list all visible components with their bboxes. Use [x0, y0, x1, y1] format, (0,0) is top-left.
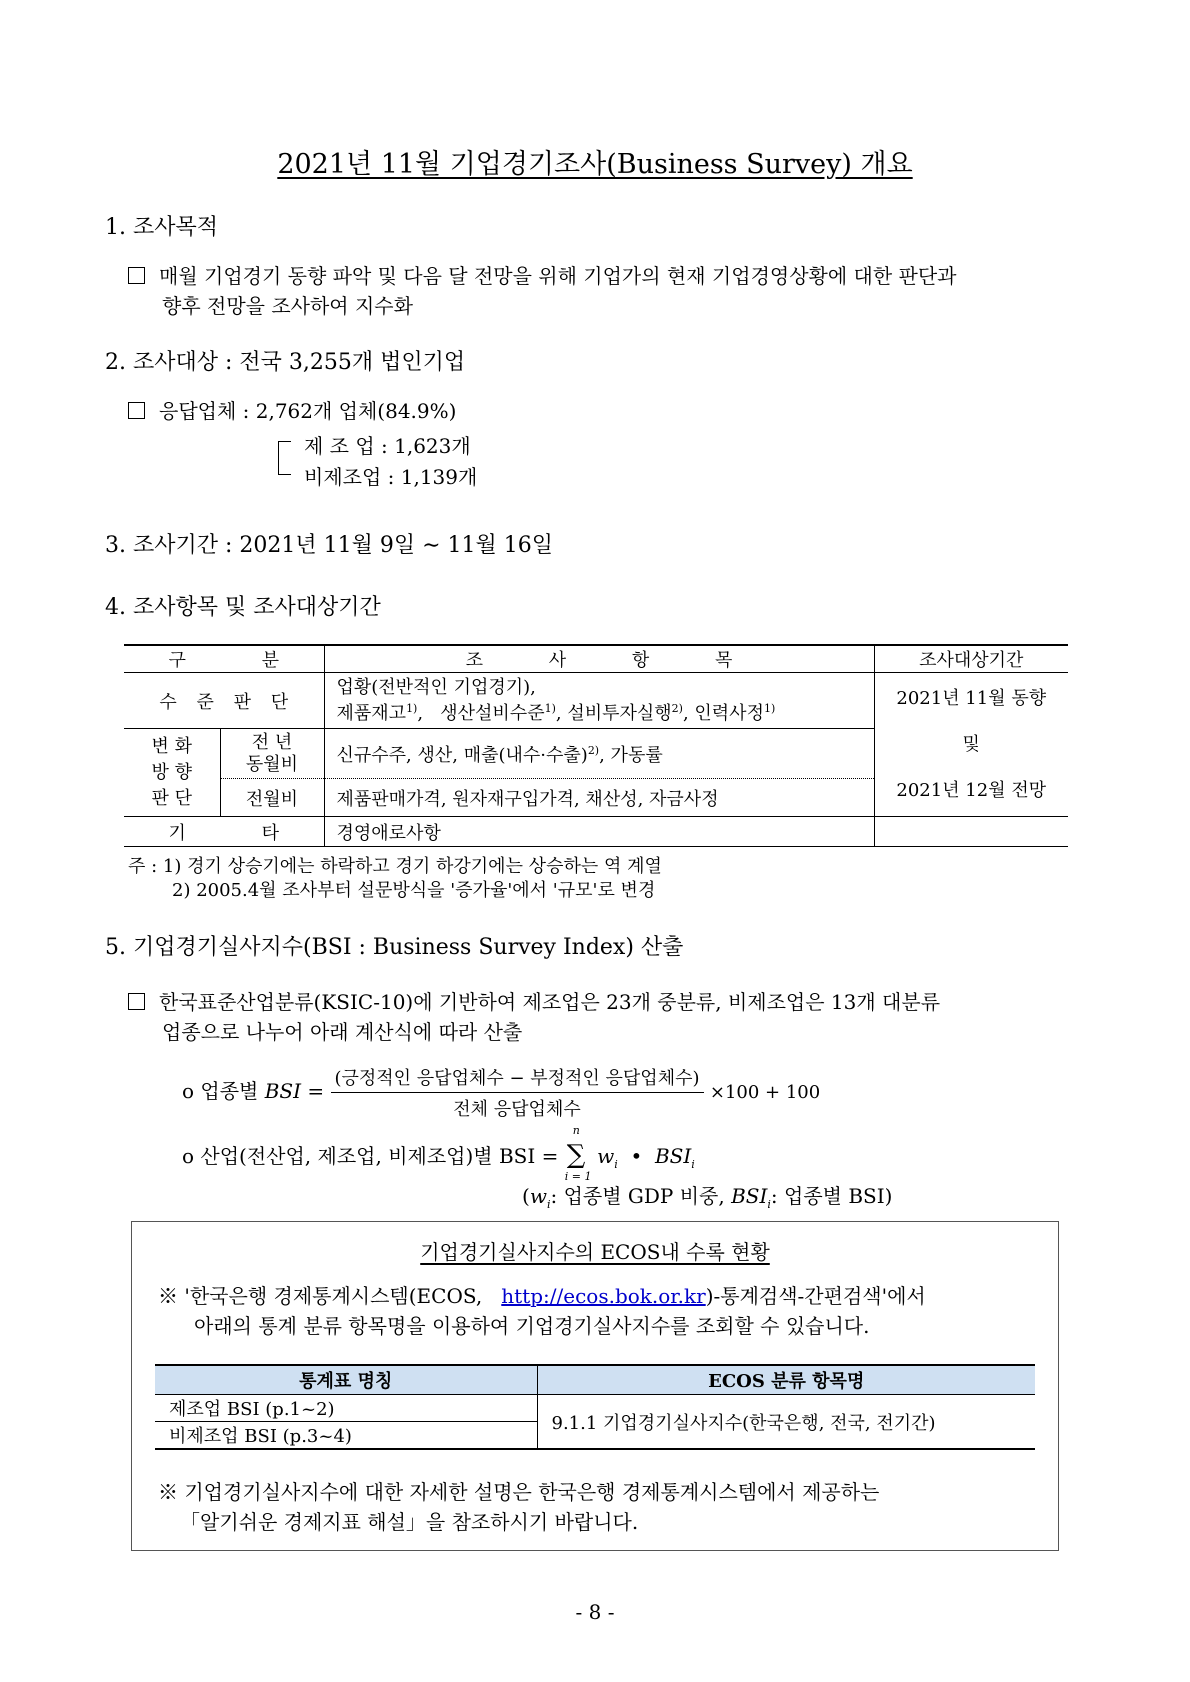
etc-label: 기 타 — [124, 817, 324, 847]
formula1-tail: ×100 + 100 — [709, 1082, 821, 1103]
ecos-row-manufacturing: 제조업 BSI (p.1~2) — [155, 1395, 537, 1422]
section1-line2: 향후 전망을 조사하여 지수화 — [162, 294, 413, 318]
etc-items: 경영애로사항 — [324, 817, 874, 847]
mom-items: 제품판매가격, 원자재구입가격, 채산성, 자금사정 — [324, 779, 874, 817]
manufacturing-count: 제 조 업 : 1,623개 — [304, 434, 471, 458]
formula1-lhs: BSI = — [264, 1079, 325, 1103]
header-gubun: 구 분 — [124, 645, 324, 673]
yoy-label: 전 년 동월비 — [220, 729, 324, 779]
section1-line1: 매월 기업경기 동향 파악 및 다음 달 전망을 위해 기업가의 현재 기업경영상황에 대한 판단과 — [128, 260, 957, 289]
ecos-header-table-name: 통계표 명칭 — [155, 1365, 537, 1395]
section5-line2: 업종으로 나누어 아래 계산식에 따라 산출 — [162, 1020, 523, 1044]
bracket-icon — [278, 441, 291, 475]
level-judgment-items — [324, 673, 874, 729]
ecos-note1-line2: 아래의 통계 분류 항목명을 이용하여 기업경기실사지수를 조회할 수 있습니다. — [194, 1314, 870, 1338]
ecos-header-category: ECOS 분류 항목명 — [537, 1365, 1035, 1395]
level-judgment-label: 수 준 판 단 — [124, 673, 324, 729]
section2-heading: 2. 조사대상 : 전국 3,255개 법인기업 — [105, 350, 466, 375]
nonmanufacturing-count: 비제조업 : 1,139개 — [304, 465, 478, 489]
ecos-note1: ※ '한국은행 경제통계시스템(ECOS, http://ecos.bok.or.kr)-통계검색-간편검색'에서 — [158, 1284, 926, 1308]
survey-period — [874, 673, 1068, 817]
ecos-category-name: 9.1.1 기업경기실사지수(한국은행, 전국, 전기간) — [537, 1395, 1035, 1450]
formula1-fraction: $\frac{\text{(긍정적인 응답업체수 − 부정적인 응답업체수)}}{\text{전체 응답업체수}}$ — [331, 1064, 704, 1121]
header-period: 조사대상기간 — [919, 650, 1024, 671]
page-number: - 8 - — [575, 1600, 615, 1624]
survey-items-table — [124, 644, 1068, 847]
formula1-label: o 업종별 — [182, 1079, 259, 1103]
section5-line1: 한국표준산업분류(KSIC-10)에 기반하여 제조업은 23개 중분류, 비제조업은 13개 대분류 — [128, 986, 940, 1015]
section3-heading: 3. 조사기간 : 2021년 11월 9일 ∼ 11월 16일 — [105, 533, 554, 558]
checkbox-square-icon — [128, 993, 145, 1010]
sum-symbol: n ∑ i = 1 — [564, 1123, 592, 1183]
ecos-note2-line1: ※ 기업경기실사지수에 대한 자세한 설명은 한국은행 경제통계시스템에서 제공하는 — [158, 1480, 880, 1504]
period-line3: 2021년 12월 전망 — [896, 779, 1047, 801]
respondents: 응답업체 : 2,762개 업체(84.9%) — [128, 395, 456, 424]
formula2-label: o 산업(전산업, 제조업, 비제조업)별 BSI = — [182, 1144, 559, 1168]
checkbox-square-icon — [128, 402, 145, 419]
header-item: 조 사 항 목 — [324, 645, 874, 673]
mom-label: 전월비 — [220, 779, 324, 817]
ecos-row-nonmanufacturing: 비제조업 BSI (p.3~4) — [155, 1422, 537, 1450]
section5-heading: 5. 기업경기실사지수(BSI : Business Survey Index) 산출 — [105, 935, 684, 960]
formula-industry-bsi — [182, 1064, 820, 1121]
formula-legend: ($w_i$: 업종별 GDP 비중, $BSI_i$: 업종별 BSI) — [522, 1184, 893, 1211]
period-line2: 및 — [962, 733, 980, 755]
change-direction-label: 변 화 방 향 판 단 — [124, 729, 220, 817]
checkbox-square-icon — [128, 267, 145, 284]
formula-aggregate-bsi: o 산업(전산업, 제조업, 비제조업)별 BSI = n ∑ i = 1 $w_i$ • $BSI_i$ — [182, 1123, 695, 1183]
ecos-title: 기업경기실사지수의 ECOS내 수록 현황 — [420, 1240, 770, 1264]
page-title: 2021년 11월 기업경기조사(Business Survey) 개요 — [277, 149, 913, 180]
ecos-link[interactable]: http://ecos.bok.or.kr — [501, 1284, 706, 1308]
level-item-line1: 업황(전반적인 기업경기), — [336, 676, 536, 698]
table-note2: 2) 2005.4월 조사부터 설문방식을 '증가율'에서 '규모'로 변경 — [172, 880, 656, 901]
level-item-line2: 제품재고$^{1)}$, 생산설비수준$^{1)}$, 설비투자실행$^{2)}$, 인력사정$^{1)}$ — [336, 701, 776, 724]
ecos-table — [155, 1364, 1035, 1450]
section1-heading: 1. 조사목적 — [105, 215, 218, 240]
table-note1: 주 : 1) 경기 상승기에는 하락하고 경기 하강기에는 상승하는 역 계열 — [128, 856, 662, 877]
yoy-items: 신규수주, 생산, 매출(내수·수출)$^{2)}$, 가동률 — [324, 729, 874, 779]
section4-heading: 4. 조사항목 및 조사대상기간 — [105, 595, 381, 620]
period-line1: 2021년 11월 동향 — [896, 687, 1047, 709]
ecos-note2-line2: 「알기쉬운 경제지표 해설」을 참조하시기 바랍니다. — [180, 1510, 639, 1534]
